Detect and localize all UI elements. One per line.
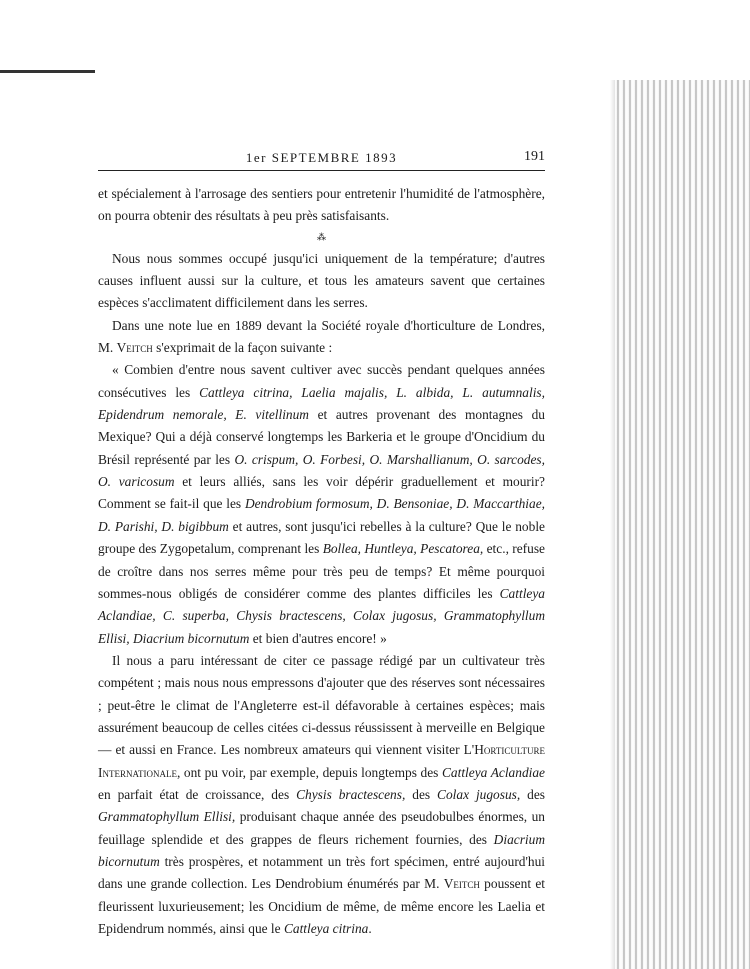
text-run: s'exprimait de la façon suivante : (152, 340, 333, 356)
italic-text: Grammatophyllum Ellisi, (98, 809, 236, 825)
text-run: produisant chaque année des pseudobulbes énormes, un feuillage splendide et des grappes de fleurs richement fournies, des (98, 809, 545, 847)
page-number: 191 (524, 149, 545, 164)
paragraph-4 (98, 650, 545, 940)
scan-edge-mark (0, 70, 95, 73)
text-run: Dans une note lue en 1889 devant la Société royale d'horticulture de Londres, M. (98, 317, 545, 356)
italic-text: Colax jugosus, (437, 786, 521, 802)
text-run: , ont pu voir, par exemple, depuis longtemps des (176, 764, 442, 780)
paragraph-2 (98, 248, 545, 315)
text-run: en parfait état de croissance, des (98, 786, 297, 802)
italic-text: O. crispum, O. Forbesi, O. Marshallianum, O. sarcodes, O. varicosum (98, 451, 545, 490)
italic-text: Cattleya citrina (283, 921, 369, 936)
paragraph-1 (98, 183, 545, 228)
text-run: et leurs alliés, sans les voir dépérir graduellement et mourir? Comment se fait-il que les (98, 474, 545, 512)
text-run: et autres, sont jusqu'ici rebelles à la culture? Que le noble groupe des Zygopetalum, comprenant les (98, 518, 545, 557)
smallcaps-text: Veitch (443, 876, 480, 892)
text-run: . (368, 921, 372, 936)
italic-text: Bollea, Huntleya, Pescatorea, (322, 541, 484, 557)
page-header (98, 148, 545, 171)
text-run: etc., refuse de croître dans nos serres même pour très peu de temps? Et même pourquoi sommes-nous obligés de considérer comme des plantes difficiles les (98, 541, 545, 601)
text-run: des (405, 786, 438, 802)
italic-text: Dendrobium formosum, D. Bensoniae, D. Maccarthiae, D. Parishi, D. bigibbum (98, 496, 545, 534)
text-run: poussent et fleurissent luxurieusement; les Oncidium de même, de même encore les Laelia et Epidendrum nommés, ainsi que le (98, 876, 545, 936)
text-run: très prospères, et notamment un très fort spécimen, entré aujourd'hui dans une grande collection. Les Dendrobium énumérés par M. (98, 853, 545, 892)
text-run: Nous nous sommes occupé jusqu'ici uniquement de la température; d'autres causes influent aussi sur la culture, et tous les amateurs savent que certaines espèces s'acclimatent difficilement dans les serres. (98, 250, 545, 311)
stacked-page-edges (615, 80, 750, 969)
italic-text: Cattleya Aclandiae, C. superba, Chysis bractescens, Colax jugosus, Grammatophyllum Ellisi, Diacrium bicornutum (98, 585, 545, 646)
running-head: 1er SEPTEMBRE 1893 (245, 150, 398, 165)
paragraph-3 (98, 315, 545, 360)
text-run: « Combien d'entre nous savent cultiver avec succès pendant quelques années consécutives les (98, 362, 545, 400)
text-run: et autres provenant des montagnes du Mexique? Qui a déjà conservé longtemps les Barkeria et le groupe d'Oncidium du Brésil représenté par les (98, 407, 545, 467)
text-run: et spécialement à l'arrosage des sentiers pour entretenir l'humidité de l'atmosphère, on pourra obtenir des résultats à peu près satisfaisants. (98, 186, 545, 224)
text-run: Il nous a paru intéressant de citer ce passage rédigé par un cultivateur très compétent ; mais nous nous empressons d'ajouter que des réserves sont nécessaires ; peut-être le climat de l'Angleterre est-il défavorable à certaines espèces; mais assurément beaucoup de celles citées ci-dessus réussissent à merveille en Belgique — et aussi en France. Les nombreux amateurs qui viennent visiter L' (98, 652, 545, 758)
smallcaps-text: Veitch (116, 340, 153, 356)
italic-text: Cattleya citrina, Laelia majalis, L. albida, L. autumnalis, Epidendrum nemorale, E. vitellinum (98, 384, 545, 423)
italic-text: Chysis bractescens, (296, 786, 406, 802)
body-text (98, 183, 545, 940)
italic-text: Diacrium bicornutum (98, 831, 545, 869)
smallcaps-text: Horticulture Internationale (98, 742, 545, 780)
text-run: et bien d'autres encore! » (249, 630, 387, 646)
italic-text: Cattleya Aclandiae (441, 764, 545, 780)
section-separator: ⁂ (317, 231, 326, 242)
text-run: des (520, 786, 545, 802)
paragraph-quote (98, 359, 545, 649)
